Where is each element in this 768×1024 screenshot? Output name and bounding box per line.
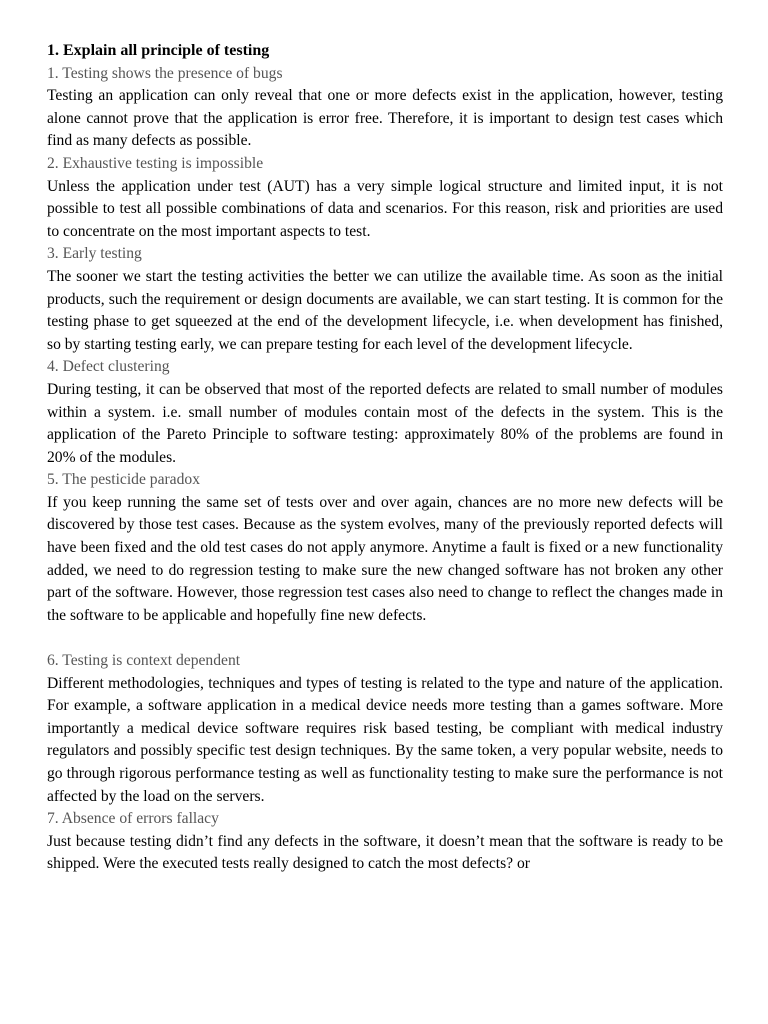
- section-body-1: Testing an application can only reveal that one or more defects exist in the application, however, testing alone cannot prove that the application is error free. Therefore, it is important to design test cases which find as many defects as possible.: [47, 87, 723, 150]
- section-heading-2: 2. Exhaustive testing is impossible: [47, 154, 264, 172]
- section-heading-7: 7. Absence of errors fallacy: [47, 810, 219, 828]
- document-page: [47, 40, 723, 876]
- section-body-3: The sooner we start the testing activities the better we can utilize the available time. As soon as the initial products, such the requirement or design documents are available, we can start testing. It is common for the testing phase to get squeezed at the end of the development lifecycle, i.e. when development has finished, so by starting testing early, we can prepare testing for each level of the development lifecycle.: [47, 267, 723, 353]
- section-heading-5: 5. The pesticide paradox: [47, 471, 200, 489]
- section-body-6: Different methodologies, techniques and types of testing is related to the type and nature of the application. For example, a software application in a medical device needs more testing than a games software. More importantly a medical device software requires risk based testing, be compliant with medical industry regulators and possibly specific test design techniques. By the same token, a very popular website, needs to go through rigorous performance testing as well as functionality testing to make sure the performance is not affected by the load on the servers.: [47, 674, 723, 805]
- section-heading-6: 6. Testing is context dependent: [47, 652, 241, 670]
- document-title: 1. Explain all principle of testing: [47, 42, 270, 59]
- paragraph-spacer: [47, 627, 723, 650]
- section-body-7: Just because testing didn’t find any defects in the software, it doesn’t mean that the software is ready to be shipped. Were the executed tests really designed to catch the most defects? or: [47, 832, 723, 873]
- section-body-5: If you keep running the same set of tests over and over again, chances are no more new defects will be discovered by those test cases. Because as the system evolves, many of the previously reported defects will have been fixed and the old test cases do not apply anymore. Anytime a fault is fixed or a new functionality added, we need to do regression testing to make sure the new changed software has not broken any other part of the software. However, those regression test cases also need to change to reflect the changes made in the software to be applicable and hopefully fine new defects.: [47, 493, 723, 624]
- section-body-2: Unless the application under test (AUT) has a very simple logical structure and limited input, it is not possible to test all possible combinations of data and scenarios. For this reason, risk and priorities are used to concentrate on the most important aspects to test.: [47, 177, 723, 240]
- section-heading-3: 3. Early testing: [47, 245, 142, 263]
- section-heading-4: 4. Defect clustering: [47, 358, 170, 376]
- section-heading-1: 1. Testing shows the presence of bugs: [47, 64, 283, 82]
- section-body-4: During testing, it can be observed that most of the reported defects are related to small number of modules within a system. i.e. small number of modules contain most of the defects in the system. This is the application of the Pareto Principle to software testing: approximately 80% of the problems are found in 20% of the modules.: [47, 380, 723, 466]
